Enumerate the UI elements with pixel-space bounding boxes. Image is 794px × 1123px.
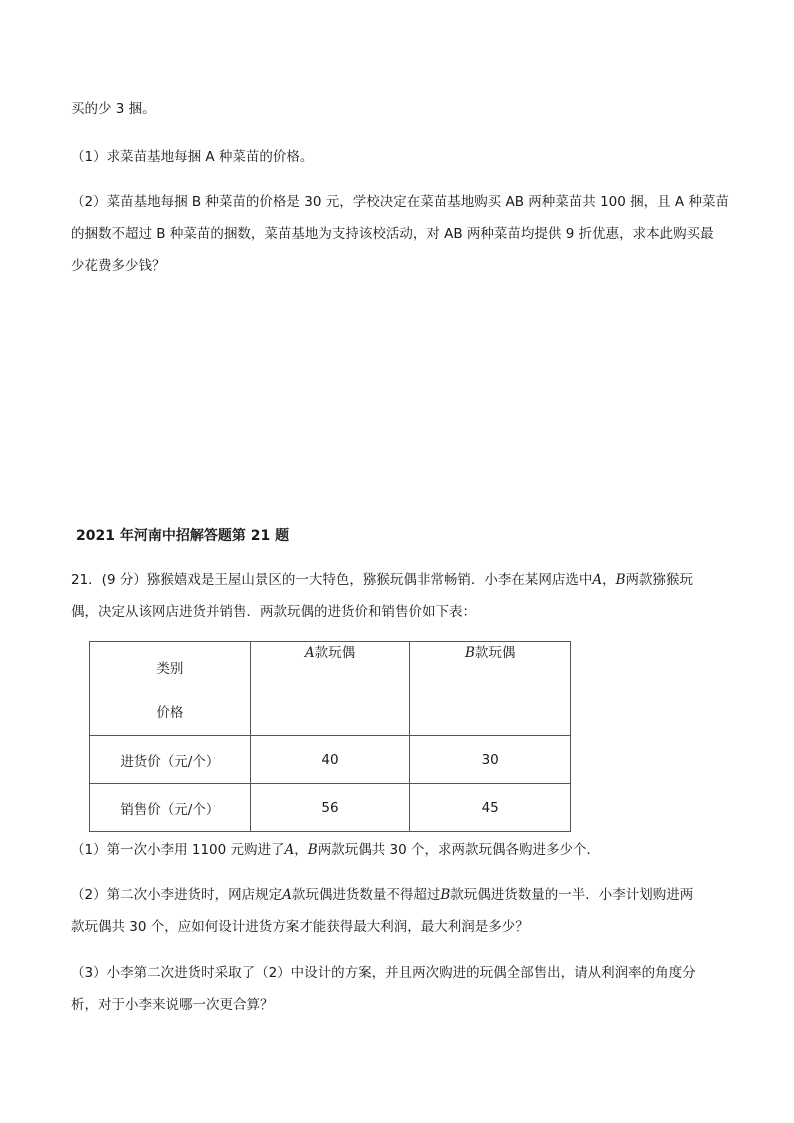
column-a-variable: A	[304, 644, 315, 661]
column-b-variable: B	[464, 644, 475, 661]
intro-text: 21．(9 分）猕猴嬉戏是王屋山景区的一大特色，猕猴玩偶非常畅销．小李在某网店选中	[71, 572, 593, 588]
subquestion-2-text-mid: 款玩偶进货数量不得超过	[291, 887, 441, 903]
table-cell: 45	[410, 784, 571, 832]
row-label: 进货价（元/个）	[90, 736, 251, 784]
table-cell: 40	[250, 736, 410, 784]
subquestion-1-text-end: 两款玩偶共 30 个，求两款玩偶各购进多少个．	[317, 842, 600, 858]
table-corner-cell	[90, 642, 251, 736]
corner-top-label: 类别	[156, 660, 184, 677]
subquestion-3-line-2: 析，对于小李来说哪一次更合算？	[71, 997, 274, 1013]
table-header-row	[90, 642, 571, 736]
column-a-label: 款玩偶	[314, 644, 356, 661]
column-header-b	[410, 642, 571, 736]
intro-text-end: 两款猕猴玩	[625, 572, 693, 588]
subquestion-2-line-2: 款玩偶共 30 个，应如何设计进货方案才能获得最大利润，最大利润是多少？	[71, 919, 529, 935]
variable-a: A	[592, 572, 603, 588]
separator: ，	[602, 572, 616, 588]
variable-a: A	[282, 887, 292, 903]
subquestion-3-line-1: （3）小李第二次进货时采取了（2）中设计的方案，并且两次购进的玩偶全部售出，请从利润率的角度分	[71, 965, 696, 981]
variable-b: B	[440, 887, 451, 903]
subquestion-1	[71, 840, 600, 860]
subquestion-2-text: （2）第二次小李进货时，网店规定	[71, 887, 283, 903]
column-header-a	[250, 642, 410, 736]
table-cell: 30	[410, 736, 571, 784]
section-heading: 2021 年河南中招解答题第 21 题	[76, 528, 290, 544]
subquestion-2-text-end: 款玩偶进货数量的一半．小李计划购进两	[450, 887, 694, 903]
subquestion-1-text: （1）第一次小李用 1100 元购进了	[71, 842, 285, 858]
question-2-line-1: （2）菜苗基地每捆 B 种菜苗的价格是 30 元，学校决定在菜苗基地购买 AB 两种菜苗共 100 捆，且 A 种菜苗	[71, 194, 729, 210]
table-row	[90, 736, 571, 784]
price-table	[89, 641, 571, 832]
table-cell: 56	[250, 784, 410, 832]
column-b-label: 款玩偶	[474, 644, 516, 661]
problem-intro-line-2: 偶，决定从该网店进货并销售．两款玩偶的进货价和销售价如下表：	[71, 604, 476, 620]
row-label: 销售价（元/个）	[90, 784, 251, 832]
separator: ，	[294, 842, 308, 858]
variable-b: B	[307, 842, 318, 858]
variable-a: A	[284, 842, 295, 858]
corner-bottom-label: 价格	[156, 704, 184, 721]
subquestion-2-line-1	[71, 885, 693, 905]
text-line: 买的少 3 捆。	[71, 101, 156, 117]
question-1-text: （1）求菜苗基地每捆 A 种菜苗的价格。	[71, 149, 314, 165]
problem-intro-line-1	[71, 570, 693, 590]
table-row	[90, 784, 571, 832]
question-2-line-3: 少花费多少钱？	[71, 258, 166, 274]
variable-b: B	[615, 572, 626, 588]
question-2-line-2: 的捆数不超过 B 种菜苗的捆数，菜苗基地为支持该校活动，对 AB 两种菜苗均提供 9 折优惠，求本此购买最	[71, 226, 714, 242]
